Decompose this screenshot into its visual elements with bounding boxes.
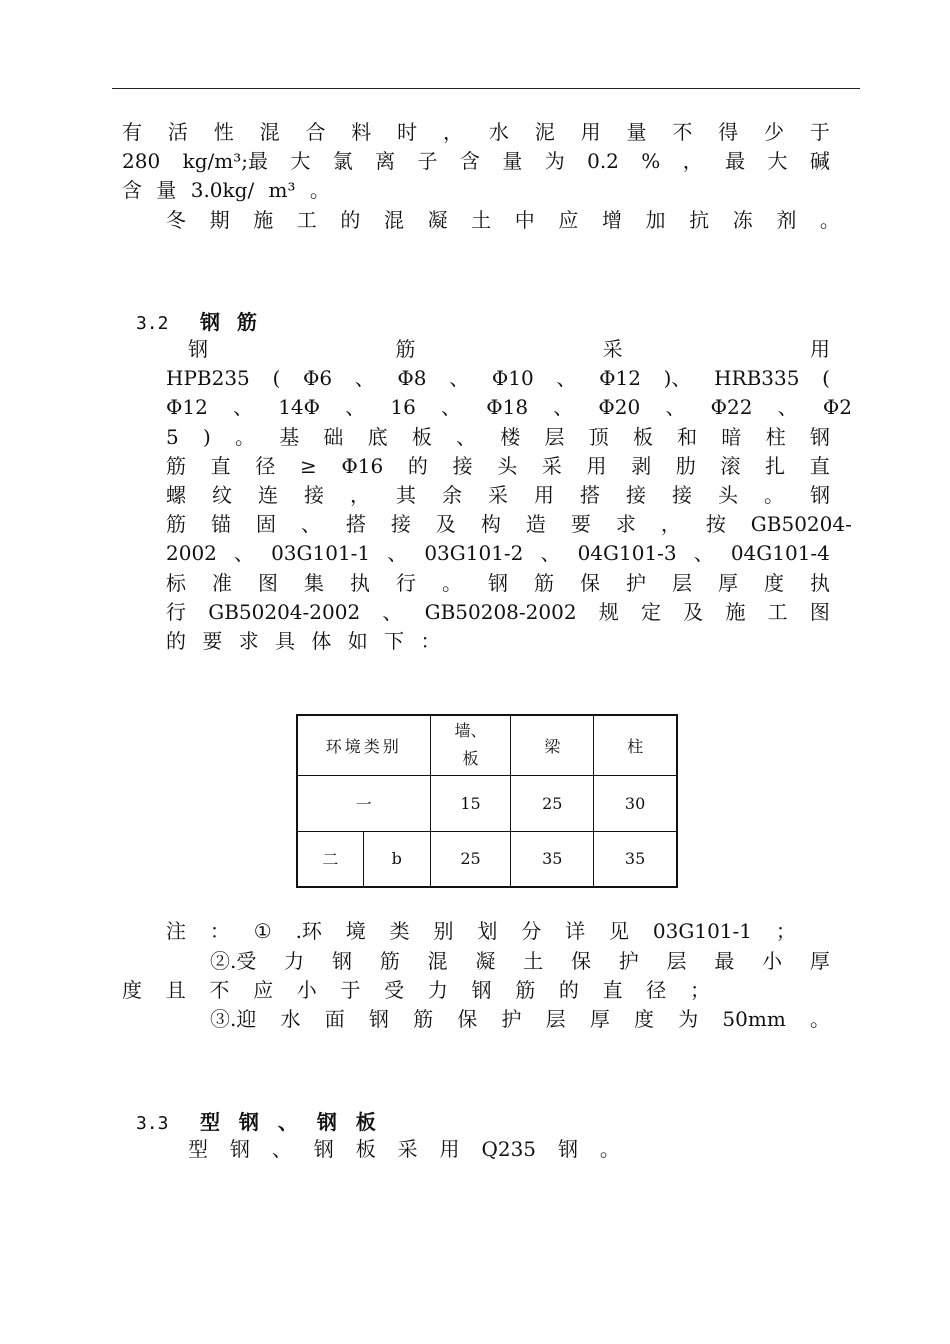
rebar-text-line: 筋 锚 固 、 搭 接 及 构 造 要 求 ， 按 GB50204- xyxy=(166,512,852,536)
row-2-beam: 35 xyxy=(511,831,594,887)
header-beam: 梁 xyxy=(511,715,594,775)
section-title: 型 钢 、 钢 板 xyxy=(199,1110,376,1134)
rebar-text-line: 钢 筋 采 用 xyxy=(188,337,830,361)
header-wall-slab-text: 墙、板 xyxy=(454,721,487,769)
section-3-3-body: 型 钢 、 钢 板 采 用 Q235 钢 。 xyxy=(188,1137,620,1161)
rebar-text-line: Φ12 、 14Φ 、 16 、 Φ18 、 Φ20 、 Φ22 、 Φ2 xyxy=(166,395,852,419)
row-2-wall-slab: 25 xyxy=(430,831,511,887)
row-1-beam: 25 xyxy=(511,775,594,831)
rebar-text-line: 行 GB50204-2002 、 GB50208-2002 规 定 及 施 工 图 xyxy=(166,600,830,624)
header-env-category: 环境类别 xyxy=(297,715,430,775)
rebar-text-line: 5 ) 。 基 础 底 板 、 楼 层 顶 板 和 暗 柱 钢 xyxy=(166,425,830,449)
rebar-text-line: 2002 、 03G101-1 、 03G101-2 、 04G101-3 、 04G101-4 xyxy=(166,541,830,565)
section-title: 钢 筋 xyxy=(199,310,257,334)
intro-line-1: 有 活 性 混 合 料 时 ， 水 泥 用 量 不 得 少 于 xyxy=(122,120,830,144)
intro-line-3: 含 量 3.0kg/ m³ 。 xyxy=(122,178,330,202)
rebar-text-line: 的 要 求 具 体 如 下 ： xyxy=(166,629,441,653)
note-line-3: 度 且 不 应 小 于 受 力 钢 筋 的 直 径 ； xyxy=(122,978,710,1002)
row-2-column: 35 xyxy=(594,831,677,887)
section-3-3-heading xyxy=(122,1086,376,1136)
rebar-text-line: 筋 直 径 ≥ Φ16 的 接 头 采 用 剥 肋 滚 扎 直 xyxy=(166,454,830,478)
note-line-2: ②.受 力 钢 筋 混 凝 土 保 护 层 最 小 厚 xyxy=(210,949,830,973)
row-2-sub: b xyxy=(363,831,430,887)
row-2-category: 二 xyxy=(297,831,363,887)
note-line-1: 注 ： ① .环 境 类 别 划 分 详 见 03G101-1 ； xyxy=(166,919,796,943)
intro-line-2: 280 kg/m³;最 大 氯 离 子 含 量 为 0.2 % ， 最 大 碱 xyxy=(122,149,830,173)
section-number: 3.2 xyxy=(135,313,169,334)
row-1-wall-slab: 15 xyxy=(430,775,511,831)
note-line-4: ③.迎 水 面 钢 筋 保 护 层 厚 度 为 50mm 。 xyxy=(210,1007,830,1031)
rebar-text-line: HPB235 ( Φ6 、 Φ8 、 Φ10 、 Φ12 )、 HRB335 ( xyxy=(166,366,830,390)
rebar-text-line: 螺 纹 连 接 ， 其 余 采 用 搭 接 接 头 。 钢 xyxy=(166,483,830,507)
rebar-text-line: 标 准 图 集 执 行 。 钢 筋 保 护 层 厚 度 执 xyxy=(166,571,830,595)
header-column: 柱 xyxy=(594,715,677,775)
row-1-category: 一 xyxy=(297,775,430,831)
rebar-cover-table xyxy=(296,714,678,888)
intro-line-4: 冬 期 施 工 的 混 凝 土 中 应 增 加 抗 冻 剂 。 xyxy=(166,208,840,232)
section-3-2-heading xyxy=(122,286,257,336)
header-wall-slab xyxy=(430,715,511,775)
section-number: 3.3 xyxy=(135,1113,169,1134)
row-1-column: 30 xyxy=(594,775,677,831)
header-rule xyxy=(112,88,860,89)
